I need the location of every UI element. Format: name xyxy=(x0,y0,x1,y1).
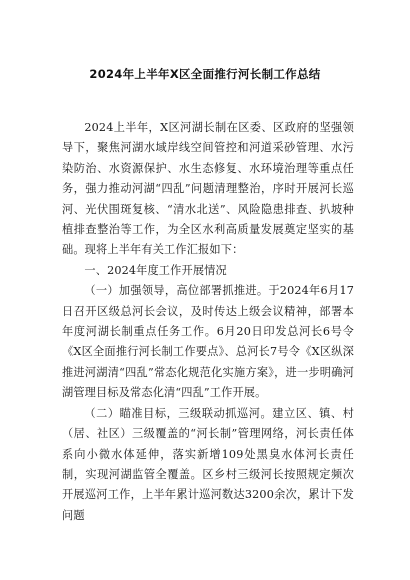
intro-paragraph: 2024上半年，X区河湖长制在区委、区政府的坚强领导下，聚焦河湖水域岸线空间管控和河道采砂管理、水污染防治、水资源保护、水生态修复、水环境治理等重点任务，强力推动河湖“四乱”问题清理整治，序时开展河长巡河、光伏围斑复核、“清水北送”、风险隐患排查、扒坡种植排查整治等工作，为全区水利高质量发展奠定坚实的基础。现将上半年有关工作汇报如下： xyxy=(62,121,354,257)
document-title: 2024年上半年X区全面推行河长制工作总结 xyxy=(89,67,321,81)
body-paragraph-2: （二）瞄准目标，三级联动抓巡河。建立区、镇、村（居、社区）三级覆盖的“河长制”管理网络，河长责任体系向小微水体延伸，落实新增109处黑臭水体河长责任制，实现河湖监管全覆盖。区乡村三级河长按照规定频次开展巡河工作，上半年累计巡河数达3200余次，累计下发问题 xyxy=(62,406,354,522)
document-body xyxy=(62,118,354,526)
section-heading: 一、2024年度工作开展情况 xyxy=(84,263,227,277)
body-paragraph-1: （一）加强领导，高位部署抓推进。于2024年6月17日召开区级总河长会议，及时传达上级会议精神，部署本年度河湖长制重点任务工作。6月20日印发总河长6号令《X区全面推行河长制工作要点》、总河长7号令《X区纵深推进河湖清“四乱”常态化规范化实施方案》，进一步明确河湖管理目标及常态化清“四乱”工作开展。 xyxy=(62,284,354,400)
